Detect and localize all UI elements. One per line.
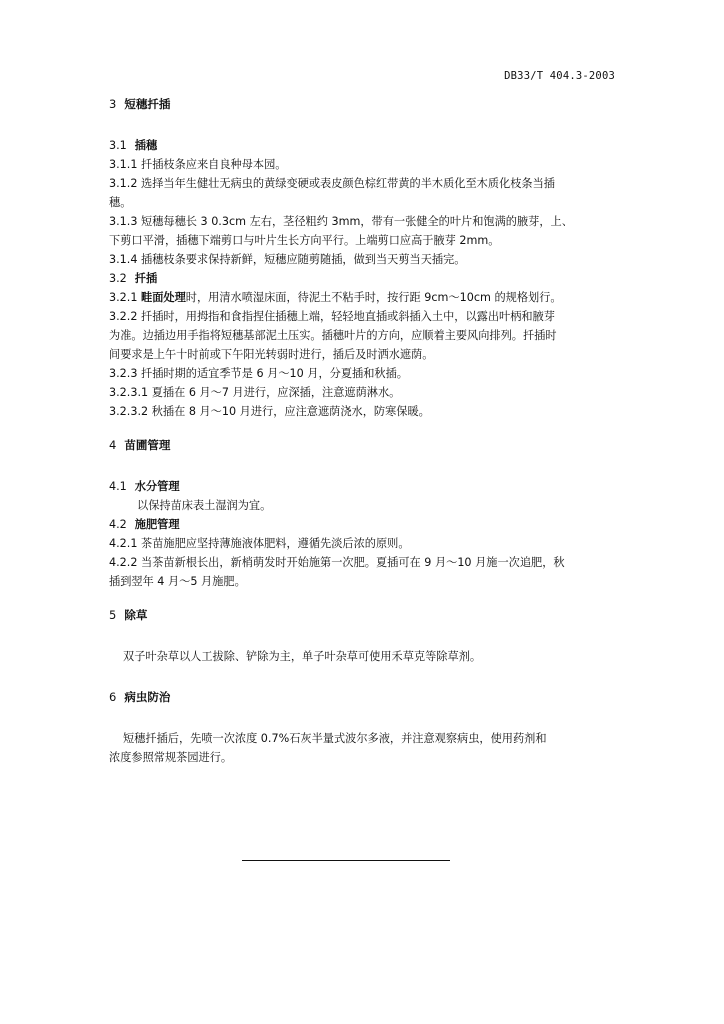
end-of-document-rule <box>242 860 450 861</box>
clause-bold-term: 畦面处理 <box>141 291 186 304</box>
subsection-number: 4.1 <box>109 480 127 493</box>
clause-3-1-3-line2: 下剪口平滑，插穗下端剪口与叶片生长方向平行。上端剪口应高于腋芽 2mm。 <box>109 234 500 247</box>
clause-4-1-text: 以保持苗床表土湿润为宜。 <box>137 499 272 512</box>
clause-3-1-2-line1: 3.1.2 选择当年生健壮无病虫的黄绿变硬或表皮颜色棕红带黄的半木质化至木质化枝条当插 <box>109 177 555 190</box>
clause-number: 3.2.1 <box>109 291 138 304</box>
clause-4-2-2-line2: 插到翌年 4 月～5 月施肥。 <box>109 575 246 588</box>
section-heading-4 <box>109 436 617 455</box>
subsection-number: 3.2 <box>109 272 127 285</box>
section-title: 病虫防治 <box>124 690 171 704</box>
subsection-heading-4-2 <box>109 515 617 534</box>
clause-3-2-2-line1: 3.2.2 扦插时，用拇指和食指捏住插穗上端，轻轻地直插或斜插入土中，以露出叶柄和腋芽 <box>109 310 555 323</box>
section-number: 4 <box>109 438 117 452</box>
clause-3-2-2-line2: 为准。边插边用手指将短穗基部泥土压实。插穗叶片的方向，应顺着主要风向排列。扦插时 <box>109 329 557 342</box>
subsection-number: 4.2 <box>109 518 127 531</box>
clause-3-1-2-line2: 穗。 <box>109 196 132 209</box>
section-number: 3 <box>109 97 117 111</box>
subsection-title: 插穗 <box>134 139 158 152</box>
section-6-text-line1: 短穗扦插后，先喷一次浓度 0.7%石灰半量式波尔多液，并注意观察病虫，使用药剂和 <box>123 732 547 745</box>
section-number: 6 <box>109 690 117 704</box>
clause-4-2-2-line1: 4.2.2 当茶苗新根长出，新梢萌发时开始施第一次肥。夏插可在 9 月～10 月施一次追肥，秋 <box>109 556 565 569</box>
subsection-title: 施肥管理 <box>134 518 180 531</box>
subsection-title: 扦插 <box>134 272 158 285</box>
subsection-number: 3.1 <box>109 139 127 152</box>
section-title: 短穗扦插 <box>124 97 171 111</box>
clause-3-2-1 <box>109 288 617 307</box>
clause-3-1-1: 3.1.1 扦插枝条应来自良种母本园。 <box>109 158 287 171</box>
section-number: 5 <box>109 608 117 622</box>
clause-3-1-3-line1: 3.1.3 短穗每穗长 3 0.3cm 左右，茎径粗约 3mm，带有一张健全的叶片和饱满的腋芽，上、 <box>109 215 573 228</box>
section-5-text: 双子叶杂草以人工拔除、铲除为主，单子叶杂草可使用禾草克等除草剂。 <box>123 650 482 663</box>
section-title: 苗圃管理 <box>124 438 171 452</box>
subsection-heading-4-1 <box>109 477 617 496</box>
subsection-heading-3-2 <box>109 269 617 288</box>
section-heading-3 <box>109 95 617 114</box>
section-heading-5 <box>109 606 617 625</box>
subsection-title: 水分管理 <box>134 480 180 493</box>
clause-3-2-2-line3: 间要求是上午十时前或下午阳光转弱时进行，插后及时洒水遮荫。 <box>109 348 434 361</box>
document-code: DB33/T 404.3-2003 <box>504 70 615 82</box>
clause-3-1-4: 3.1.4 插穗枝条要求保持新鲜，短穗应随剪随插，做到当天剪当天插完。 <box>109 253 466 266</box>
section-title: 除草 <box>124 608 148 622</box>
section-6-text-line2: 浓度参照常规茶园进行。 <box>109 751 233 764</box>
section-heading-6 <box>109 688 617 707</box>
clause-3-2-3: 3.2.3 扦插时期的适宜季节是 6 月～10 月，分夏插和秋插。 <box>109 367 408 380</box>
subsection-heading-3-1 <box>109 136 617 155</box>
clause-3-2-3-2: 3.2.3.2 秋插在 8 月～10 月进行，应注意遮荫浇水，防寒保暖。 <box>109 405 430 418</box>
clause-3-2-3-1: 3.2.3.1 夏插在 6 月～7 月进行，应深插，注意遮荫淋水。 <box>109 386 401 399</box>
clause-text: 时，用清水喷湿床面，待泥土不粘手时，按行距 9cm～10cm 的规格划行。 <box>185 291 562 304</box>
document-body <box>109 95 617 767</box>
clause-4-2-1: 4.2.1 茶苗施肥应坚持薄施液体肥料，遵循先淡后浓的原则。 <box>109 537 410 550</box>
